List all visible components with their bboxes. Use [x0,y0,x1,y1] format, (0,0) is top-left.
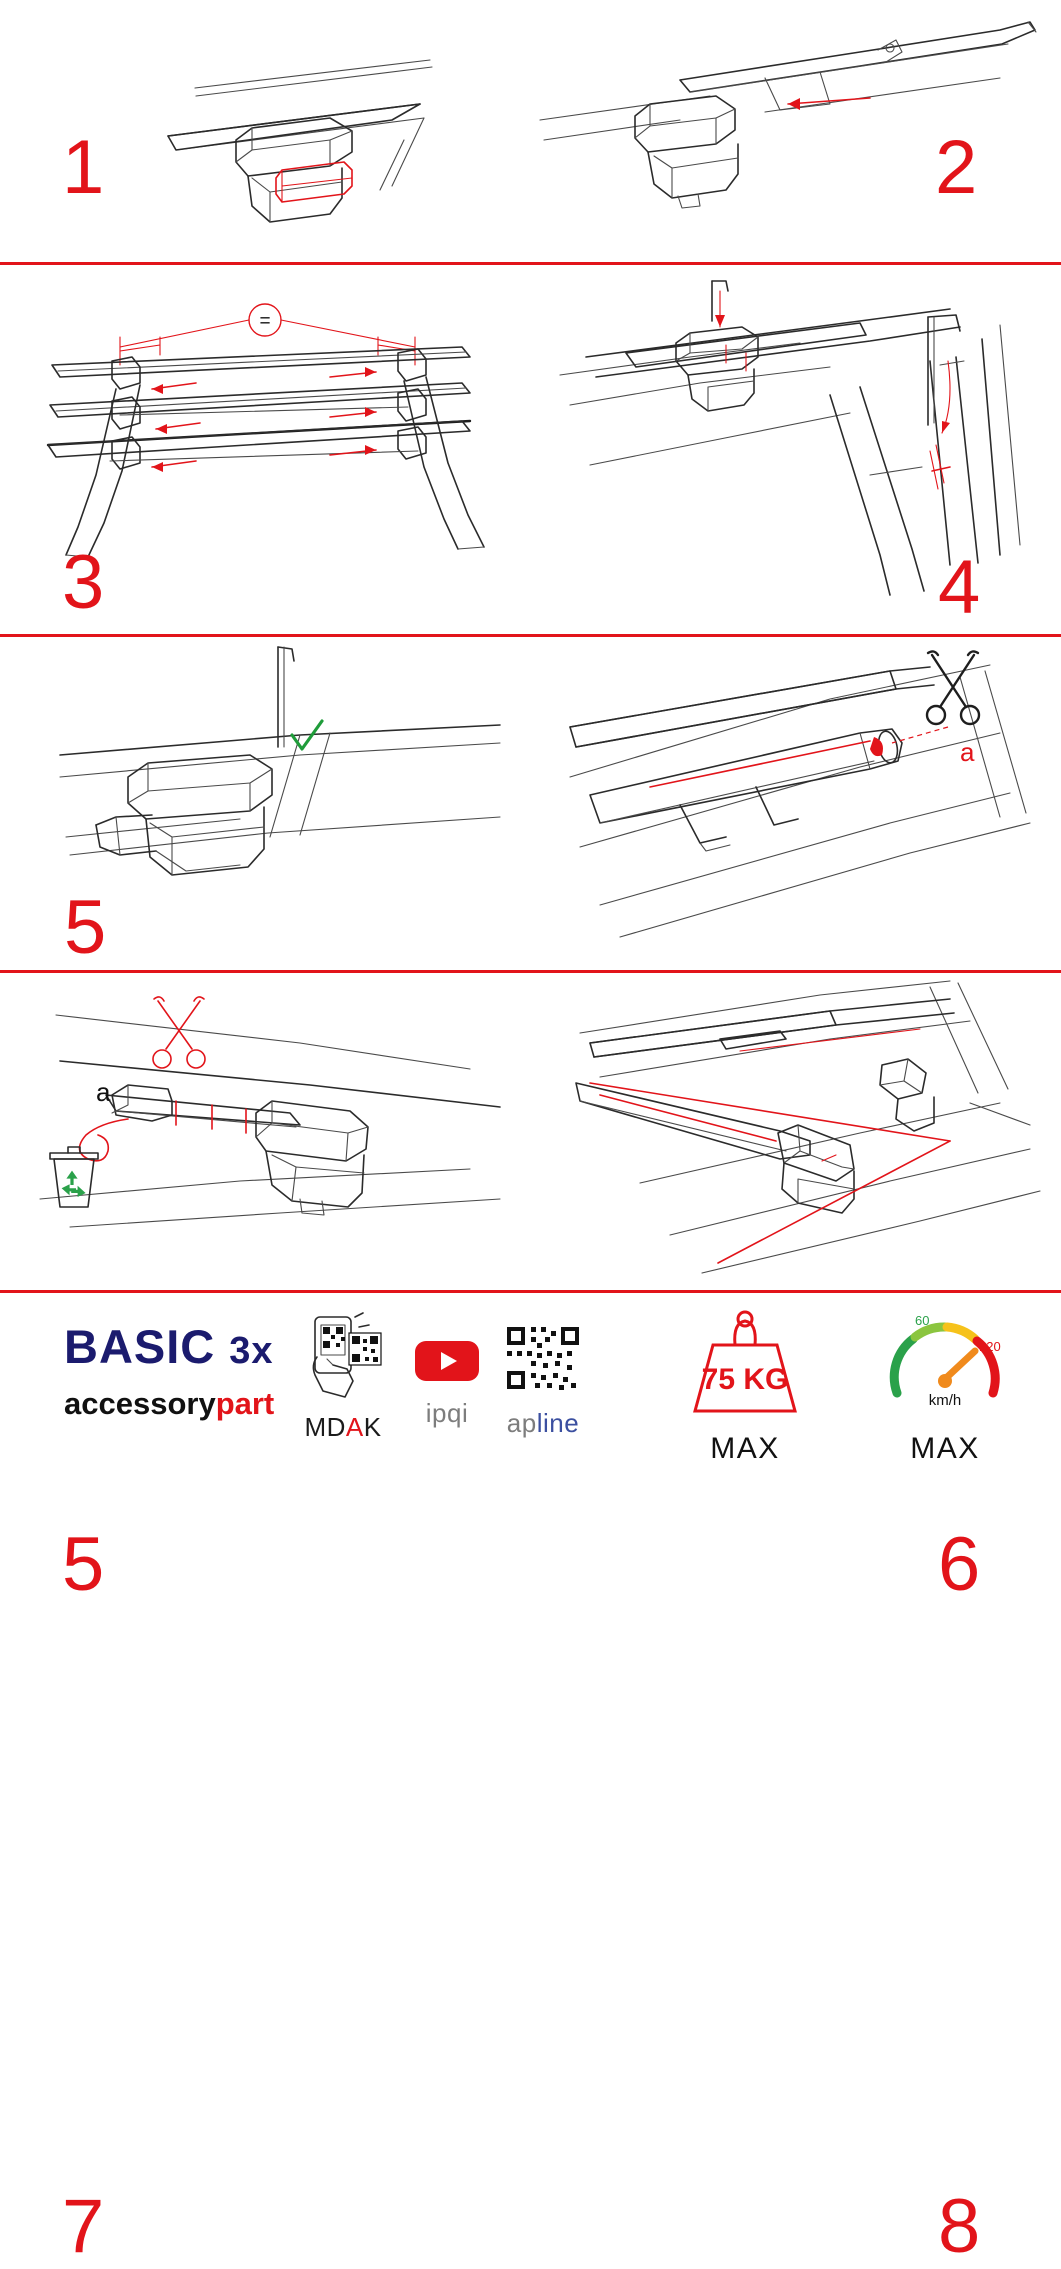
step-6-illustration [530,637,1061,970]
ipqi-text: ipqi [425,1398,469,1428]
label-a-step7: a [96,1077,111,1107]
logo-mdak-caption [278,1412,408,1443]
brand-count-text: 3x [229,1330,274,1372]
max-speed-label: MAX [910,1432,980,1465]
step-4-illustration [530,265,1061,634]
speed-unit: km/h [928,1392,962,1409]
svg-text:=: = [259,311,271,332]
qr-scan-hand-icon [297,1313,389,1401]
step-number-1: 1 [62,125,105,210]
brand-block [64,1320,275,1421]
logo-mdak [278,1313,408,1443]
max-load-label: MAX [710,1432,780,1465]
step-panel-4 [530,265,1061,634]
step-number-7: 7 [62,2184,105,2269]
brand-name [64,1388,274,1419]
step-panel-3 [0,265,530,634]
apline-part1: ap [506,1408,537,1438]
step-number-5-label: 5 [64,885,107,970]
apline-part2: line [536,1408,580,1438]
step-number-4: 4 [938,545,981,630]
speed-tick-high: 120 [979,1339,1001,1354]
weight-icon [675,1305,815,1425]
logo-apline [478,1321,608,1439]
divider-rule-4 [0,1290,1061,1293]
qr-code-icon [501,1321,585,1395]
logo-apline-caption [478,1408,608,1439]
step-number-6: 6 [938,1522,981,1607]
step-7-illustration [0,973,530,1290]
step-number-3: 3 [62,540,105,625]
speed-tick-low: 60 [915,1313,930,1328]
mdak-part1: MD [304,1412,346,1442]
brand-product-line [64,1320,274,1373]
step-number-5: 5 [62,1522,105,1607]
mdak-part2: A [345,1412,364,1442]
label-a-step6: a [960,737,975,767]
step-2-illustration [530,0,1061,262]
footer-bar [0,1295,1061,1500]
max-speed-block [860,1305,1030,1466]
step-number-2: 2 [935,125,978,210]
brand-name-part1: accessory [64,1386,216,1421]
step-8-illustration [530,973,1061,1290]
mdak-part3: K [363,1412,382,1442]
speedometer-icon [875,1305,1015,1425]
step-panel-1 [0,0,530,262]
step-panel-2 [530,0,1061,262]
max-load-block [660,1305,830,1466]
brand-basic-text: BASIC [64,1320,216,1373]
step-number-8: 8 [938,2184,981,2269]
weight-value: 75 KG [701,1363,789,1396]
youtube-icon[interactable] [411,1335,483,1385]
brand-name-part2: part [215,1386,275,1421]
